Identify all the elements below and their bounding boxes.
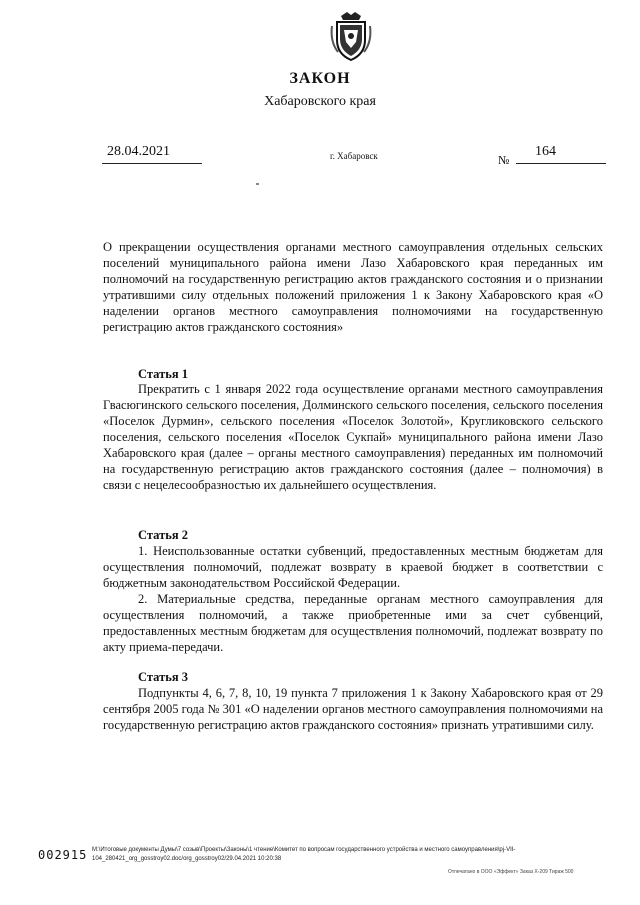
article-1-heading: Статья 1 [138, 367, 188, 381]
date-underline [102, 163, 202, 164]
number-sign: № [498, 153, 510, 167]
document-title: О прекращении осуществления органами местного самоуправления отдельных сельских поселений муниципального района имени Лазо Хабаровского края переданных им полномочий на государственную регистрацию актов гражданского состояния и о признании утратившими силу отдельных положений приложения 1 к Закону Хабаровского края «О наделении органов местного самоуправления полномочиями на государственную регистрацию актов гражданского состояния» [103, 240, 603, 334]
document-type: ЗАКОН [289, 70, 351, 87]
article-2-paragraph-2: 2. Материальные средства, переданные органам местного самоуправления для осуществления полномочий, а также приобретенные ими за счет субвенций, предоставленных местным бюджетам для осуществления полномочий, подлежат возврату по акту приема-передачи. [103, 592, 603, 654]
footer-file-path: M:\Итоговые документы Думы\7 созыв\Проекты\Законы\1 чтение\Комитет по вопросам государственного устройства и местного самоуправления\pj-VII-104_280421_org_gosstroy02.doc/org_gosstroy02/29.04.2021 10:20:38 [92, 847, 516, 862]
article-3-heading: Статья 3 [138, 670, 188, 684]
region-name: Хабаровского края [264, 94, 376, 109]
article-1-paragraph: Прекратить с 1 января 2022 года осуществление органами местного самоуправления Гвасюгинского сельского поселения, Долминского сельского поселения, сельского поселения «Поселок Дурмин», сельского поселения «Поселок Золотой», Кругликовского сельского поселения, сельского поселения «Поселок Сукпай» муниципального района имени Лазо Хабаровского края (далее – органы местного самоуправления) переданных им полномочий на государственную регистрацию актов гражданского состояния (далее – полномочия) в связи с нецелесообразностью их дальнейшего осуществления. [103, 382, 603, 492]
article-2-heading: Статья 2 [138, 528, 188, 542]
city-name: г. Хабаровск [330, 151, 378, 161]
footer-print-note: Отпечатано в ООО «Эффект» Заказ Х-209 Тираж 500 [448, 869, 574, 875]
article-2-paragraph-1: 1. Неиспользованные остатки субвенций, предоставленных местным бюджетам для осуществления полномочий, подлежат возврату в краевой бюджет в соответствии с бюджетным законодательством Российской Федерации. [103, 544, 603, 590]
number-underline [516, 163, 606, 164]
article-3-paragraph: Подпункты 4, 6, 7, 8, 10, 19 пункта 7 приложения 1 к Закону Хабаровского края от 29 сентября 2005 года № 301 «О наделении органов местного самоуправления полномочиями на государственную регистрацию актов гражданского состояния» признать утратившими силу. [103, 686, 603, 732]
coat-of-arms-icon [329, 8, 373, 62]
document-date: 28.04.2021 [107, 144, 170, 159]
scan-speck [256, 183, 259, 185]
footer-document-id: 002915 [38, 848, 88, 862]
document-number: 164 [535, 144, 556, 159]
